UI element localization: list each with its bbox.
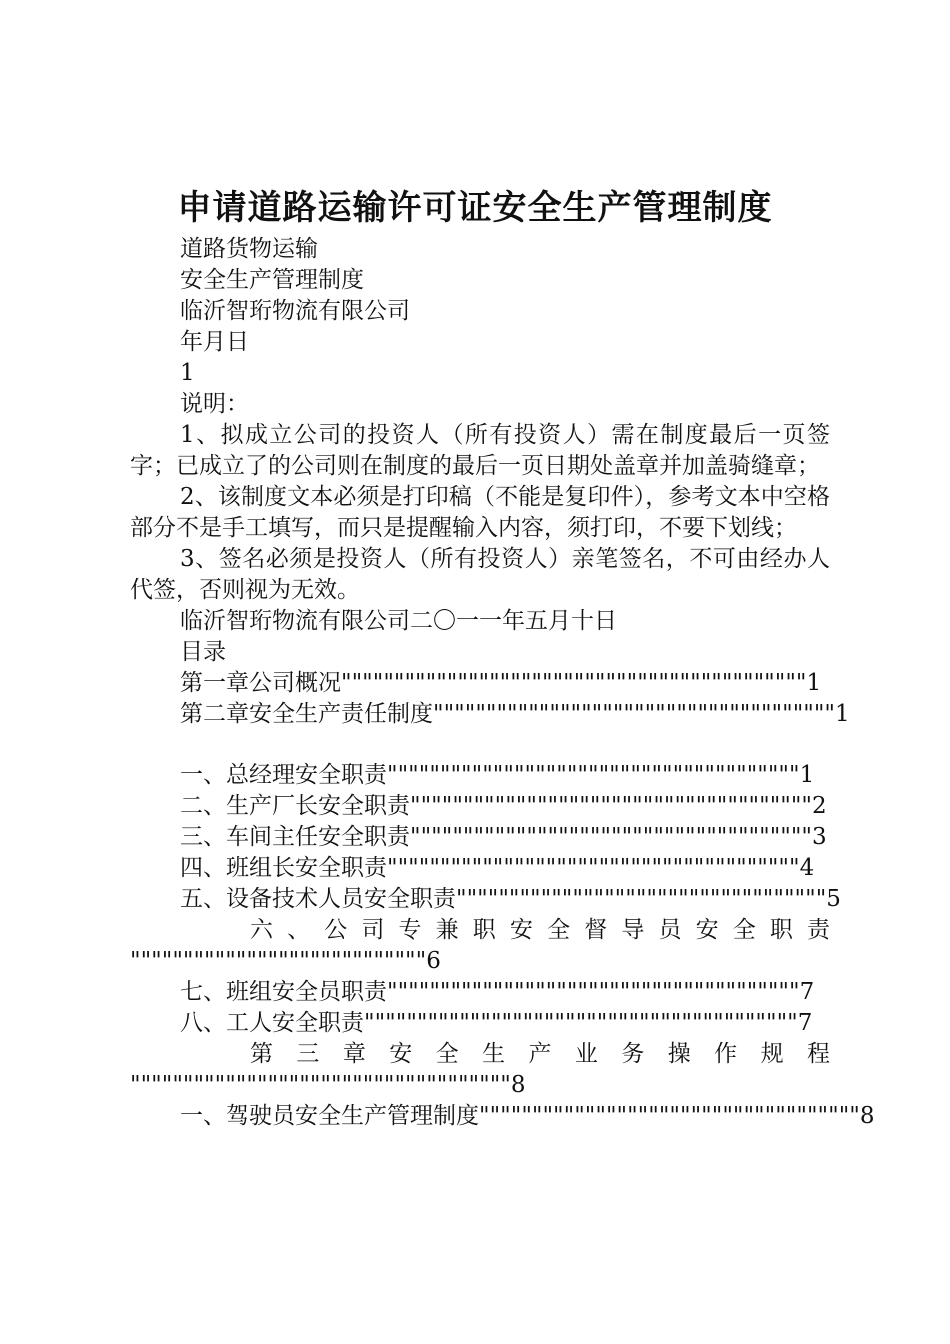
toc-entry-label: 二、生产厂长安全职责 bbox=[180, 793, 410, 819]
note-item-2: 2、该制度文本必须是打印稿（不能是复印件），参考文本中空格部分不是手工填写，而只是提醒输入内容，须打印，不要下划线； bbox=[130, 484, 830, 541]
toc-entry-dots: """""""""""""""""""""""""""""""""""" bbox=[130, 1072, 511, 1098]
toc-entry bbox=[130, 853, 830, 884]
toc-entry-label: 七、班组安全员职责 bbox=[180, 979, 387, 1005]
toc-entry-dots: """"""""""""""""""""""""""""""""""" bbox=[456, 886, 827, 912]
toc-entry-page: 4 bbox=[799, 855, 815, 881]
toc-entry-label: 八、工人安全职责 bbox=[180, 1010, 364, 1036]
toc-entry-label: 第二章安全生产责任制度 bbox=[180, 701, 433, 727]
toc-entry bbox=[130, 791, 830, 822]
toc-entry-page: 8 bbox=[859, 1103, 875, 1129]
cover-date: 年月日 bbox=[180, 329, 249, 355]
toc-heading: 目录 bbox=[180, 639, 226, 665]
toc-entry-dots: """""""""""""""""""""""""""""""""""""" bbox=[433, 701, 836, 727]
toc-entry-page: 1 bbox=[799, 762, 815, 788]
toc-entry-continuation bbox=[130, 1070, 830, 1101]
toc-entry-dots: """""""""""""""""""""""""""""""""""""" bbox=[410, 793, 813, 819]
toc-entry-dots: """""""""""""""""""""""""""""""""""" bbox=[479, 1103, 860, 1129]
toc-entry-page: 7 bbox=[799, 979, 815, 1005]
toc-entry-wrapped bbox=[130, 1039, 830, 1070]
cover-line-1: 道路货物运输 bbox=[180, 236, 318, 262]
toc-entry-wrapped bbox=[130, 915, 830, 946]
document-body bbox=[130, 234, 875, 1132]
toc-entry bbox=[130, 699, 850, 730]
toc-entry-dots: """""""""""""""""""""""""""""""""""""""""""" bbox=[341, 670, 807, 696]
toc-entry-label: 一、驾驶员安全生产管理制度 bbox=[180, 1103, 479, 1129]
toc-entry-label: 第三章安全生产业务操作规程 bbox=[250, 1041, 830, 1067]
toc-entry-page: 3 bbox=[812, 824, 827, 850]
toc-entry-page: 5 bbox=[826, 886, 841, 912]
toc-entry-dots: """""""""""""""""""""""""""" bbox=[130, 948, 427, 974]
toc-entry-label: 四、班组长安全职责 bbox=[180, 855, 387, 881]
toc-entry bbox=[130, 760, 830, 791]
toc-entry-page: 8 bbox=[510, 1072, 526, 1098]
toc-entry-label: 五、设备技术人员安全职责 bbox=[180, 886, 456, 912]
toc-entry-continuation bbox=[130, 946, 830, 977]
toc-entry-dots: """"""""""""""""""""""""""""""""""""""""" bbox=[364, 1010, 798, 1036]
note-item-1: 1、拟成立公司的投资人（所有投资人）需在制度最后一页签字；已成立了的公司则在制度的最后一页日期处盖章并加盖骑缝章； bbox=[130, 422, 830, 479]
cover-line-2: 安全生产管理制度 bbox=[180, 267, 364, 293]
cover-company: 临沂智珩物流有限公司 bbox=[180, 298, 410, 324]
cover-page-number: 1 bbox=[180, 360, 195, 386]
notes-heading: 说明： bbox=[180, 391, 249, 417]
toc-entry bbox=[130, 1101, 875, 1132]
toc-entry bbox=[130, 884, 841, 915]
toc-entry bbox=[130, 977, 830, 1008]
note-item-3: 3、签名必须是投资人（所有投资人）亲笔签名，不可由经办人代签，否则视为无效。 bbox=[130, 546, 830, 603]
toc-entry bbox=[130, 822, 830, 853]
toc-entry-dots: """"""""""""""""""""""""""""""""""""""" bbox=[387, 762, 800, 788]
toc-entry-label: 第一章公司概况 bbox=[180, 670, 341, 696]
toc-entry-page: 6 bbox=[426, 948, 441, 974]
toc-entry-page: 1 bbox=[835, 701, 850, 727]
toc-entry-page: 2 bbox=[812, 793, 827, 819]
document-title: 申请道路运输许可证安全生产管理制度 bbox=[177, 188, 773, 228]
toc-entry-label: 六、公司专兼职安全督导员安全职责 bbox=[250, 917, 830, 943]
toc-entry bbox=[130, 668, 830, 699]
toc-entry-dots: """"""""""""""""""""""""""""""""""""""" bbox=[387, 979, 800, 1005]
toc-entry-dots: """"""""""""""""""""""""""""""""""""""" bbox=[387, 855, 800, 881]
toc-spacer bbox=[130, 730, 830, 760]
toc-entry-label: 三、车间主任安全职责 bbox=[180, 824, 410, 850]
toc-entry-dots: """""""""""""""""""""""""""""""""""""" bbox=[410, 824, 813, 850]
toc-entry-page: 7 bbox=[797, 1010, 813, 1036]
toc-entry-label: 一、总经理安全职责 bbox=[180, 762, 387, 788]
toc-entry bbox=[130, 1008, 830, 1039]
notes-signature: 临沂智珩物流有限公司二〇一一年五月十日 bbox=[180, 608, 617, 634]
toc-entry-page: 1 bbox=[806, 670, 822, 696]
